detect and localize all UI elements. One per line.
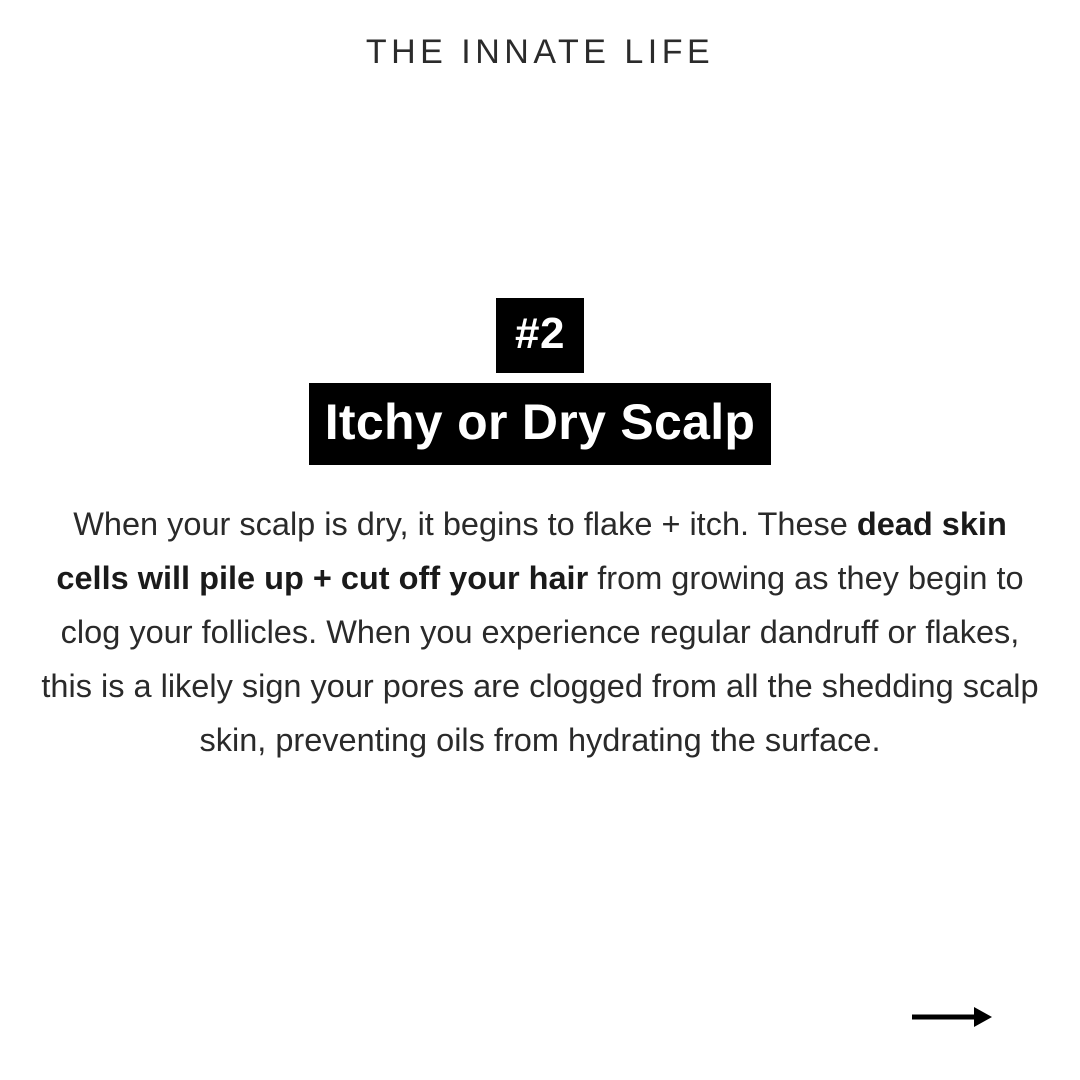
body-text-part-2: from growing as they begin to clog your follicles. When you experience regular dandruff or flakes, this is a likely sign your pores are clogged from all the shedding scalp skin, preventing oils from hydrating the surface. (41, 559, 1039, 758)
body-text-part-1: When your scalp is dry, it begins to flake + itch. These (73, 505, 857, 542)
arrow-right-icon (910, 1002, 994, 1032)
body-text-emphasis: dead skin cells will pile up + cut off your hair (56, 505, 1007, 596)
body-paragraph (40, 497, 1040, 767)
title-row (0, 383, 1080, 465)
number-badge: #2 (496, 298, 584, 373)
headline-block (0, 298, 1080, 465)
number-badge-row (0, 298, 1080, 373)
slide-title: Itchy or Dry Scalp (309, 383, 772, 465)
next-slide-button[interactable] (910, 1002, 994, 1032)
brand-title: THE INNATE LIFE (365, 33, 715, 71)
